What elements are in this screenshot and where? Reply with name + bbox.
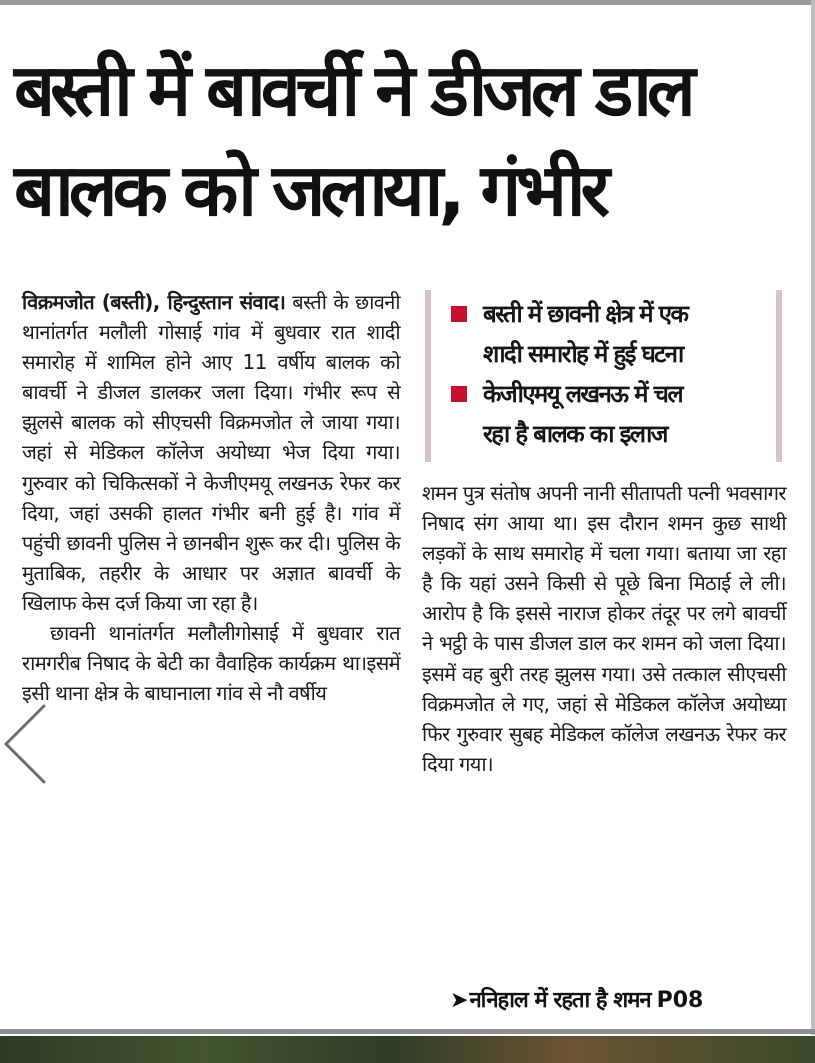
highlight-item (449, 294, 768, 374)
red-square-icon (451, 386, 467, 402)
highlight-1-line-2: शादी समारोह में हुई घटना (483, 340, 683, 368)
highlight-2-line-1: केजीएमयू लखनऊ में चल (483, 380, 682, 408)
article-paragraph-3: शमन पुत्र संतोष अपनी नानी सीतापती पत्नी भवसागर निषाद संग आया था। इस दौरान शमन कुछ साथी लड़कों के साथ समारोह में चला गया। बताया जा रहा है कि यहां उसने किसी से पूछे बिना मिठाई ले ली। आरोप है कि इससे नाराज होकर तंदूर पर लगे बावर्ची ने भट्ठी के पास डीजल डाल कर शमन को जला दिया। इसमें वह बुरी तरह झुलस गया। उसे तत्काल सीएचसी विक्रमजोत ले गए, जहां से मेडिकल कॉलेज अयोध्या फिर गुरुवार सुबह मेडिकल कॉलेज लखनऊ रेफर कर दिया गया। (422, 481, 786, 776)
article-paragraph-2: छावनी थानांतर्गत मलौलीगोसाई में बुधवार रात रामगरीब निषाद के बेटी का वैवाहिक कार्यक्रम था।इसमें इसी थाना क्षेत्र के बाघानाला गांव से नौ वर्षीय (22, 621, 400, 706)
article-column-right (422, 478, 786, 779)
next-article-photo-strip (0, 1036, 815, 1063)
headline-line-1: बस्ती में बावर्ची ने डीजल डाल (14, 48, 691, 132)
right-clip-edge (811, 0, 815, 1035)
highlight-2-line-2: रहा है बालक का इलाज (483, 420, 667, 448)
paragraph-1-body: बस्ती के छावनी थानांतर्गत मलौली गोसाई गांव में बुधवार रात शादी समारोह में शामिल होने आए 11 वर्षीय बालक को बावर्ची ने डीजल डालकर जला दिया। गंभीर रूप से झुलसे बालक को सीएचसी विक्रमजोत ले जाया गया। जहां से मेडिकल कॉलेज अयोध्या भेज दिया गया। गुरुवार को चिकित्सकों ने केजीएमयू लखनऊ रेफर कर दिया, जहां उसकी हालत गंभीर बनी हुई है। गांव में पहुंची छावनी पुलिस ने छानबीन शुरू कर दी। पुलिस के मुताबिक, तहरीर के आधार पर अज्ञात बावर्ची के खिलाफ केस दर्ज किया जा रहा है। (22, 290, 400, 615)
highlight-box (425, 290, 782, 462)
bottom-rule (0, 1029, 815, 1034)
headline (14, 40, 804, 240)
chevron-left-icon[interactable] (0, 700, 60, 800)
dateline: विक्रमजोत (बस्ती), हिन्दुस्तान संवाद। (22, 290, 286, 314)
page-reference: P08 (656, 988, 704, 1013)
red-square-icon (451, 306, 467, 322)
highlight-1-line-1: बस्ती में छावनी क्षेत्र में एक (483, 300, 688, 328)
highlight-item (449, 374, 768, 454)
continuation-link[interactable] (450, 983, 785, 1019)
article-paragraph-1 (22, 287, 400, 618)
headline-line-2: बालक को जलाया, गंभीर (14, 148, 605, 232)
top-clip-edge (0, 0, 815, 5)
article-column-left (22, 287, 400, 708)
continuation-text: ननिहाल में रहता है शमन (469, 988, 651, 1013)
arrow-right-icon: ➤ (450, 988, 468, 1013)
